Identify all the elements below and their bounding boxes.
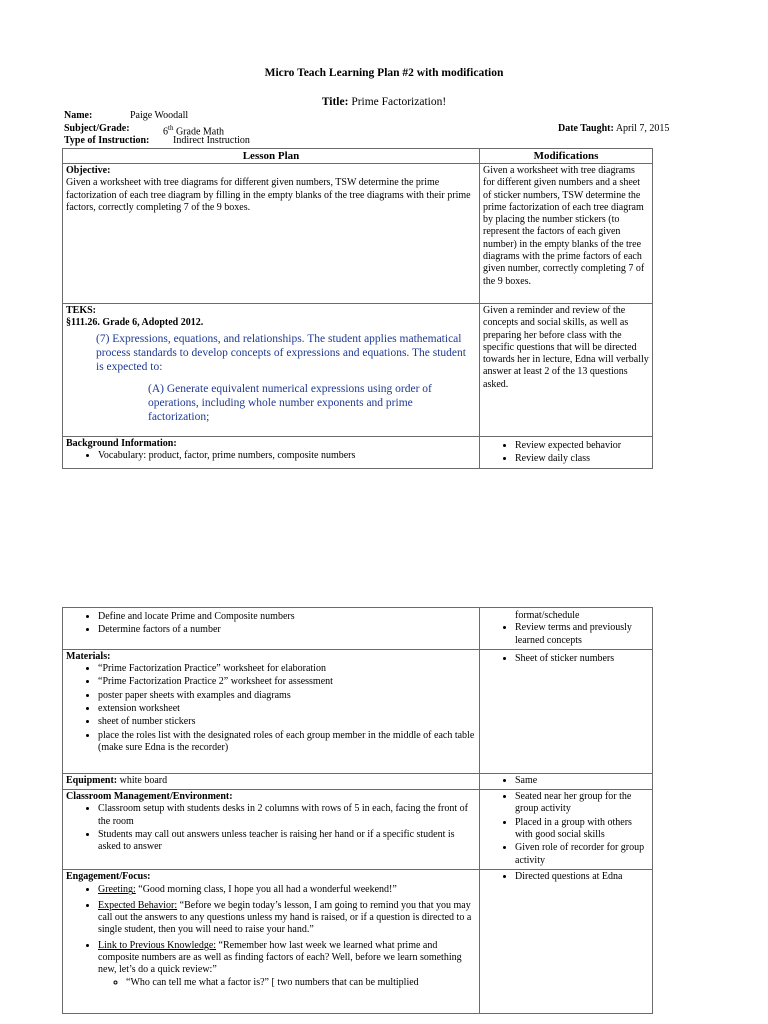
lesson-title <box>0 96 768 108</box>
title-value: Prime Factorization! <box>351 96 447 108</box>
background-cell <box>63 437 480 469</box>
background-list <box>66 450 476 462</box>
objective-row <box>63 164 653 304</box>
background-row <box>63 437 653 469</box>
materials-modification <box>480 649 653 773</box>
teks-cell <box>63 304 480 437</box>
list-item: • Define and locate Prime and Composite numbers <box>98 611 476 623</box>
list-item: • Directed questions at Edna <box>515 871 649 883</box>
date-value: April 7, 2015 <box>615 123 670 134</box>
equipment-value: white board <box>119 774 168 786</box>
classroom-cell <box>63 790 480 870</box>
list-item: • Review daily class <box>515 453 649 465</box>
lesson-plan-table-page-1 <box>62 148 653 469</box>
lesson-plan-table-page-2 <box>62 607 653 1014</box>
objective-modification: Given a worksheet with tree diagrams for different given numbers and a sheet of sticker numbers, TSW determine the prime factorization of each tree diagram by placing the number stickers (to represent the factors of each given number) in the empty blanks of the tree diagrams with the prime factors of each given number, correctly completing 7 of the 9 boxes. <box>480 164 653 304</box>
greeting-item: • Greeting: “Good morning class, I hope you all had a wonderful weekend!” <box>98 884 476 896</box>
teks-item-a: (A) Generate equivalent numerical expressions using order of operations, including whole number exponents and prime factorization; <box>148 382 432 423</box>
name-label: Name: <box>64 110 93 121</box>
list-item: • Review expected behavior <box>515 440 649 452</box>
teks-item-7: (7) Expressions, equations, and relationships. The student applies mathematical process standards to develop concepts of expressions and equations. The student is expected to: <box>96 332 466 373</box>
teks-label: TEKS: <box>66 305 97 316</box>
engagement-row <box>63 870 653 1014</box>
subject-label: Subject/Grade: <box>64 123 130 134</box>
engagement-cell <box>63 870 480 1014</box>
list-item: • Given role of recorder for group activity <box>515 842 649 867</box>
list-item: • extension worksheet <box>98 703 476 715</box>
name-row <box>64 109 92 122</box>
modifications-header: Modifications <box>480 149 653 164</box>
list-item: • “Prime Factorization Practice” worksheet for elaboration <box>98 663 476 675</box>
background-label: Background Information: <box>66 438 177 449</box>
list-item: • Review terms and previously learned concepts <box>515 622 649 647</box>
list-item: • Same <box>515 775 649 787</box>
background-modification <box>480 437 653 469</box>
background-continued-row <box>63 608 653 650</box>
name-value: Paige Woodall <box>130 110 189 121</box>
list-item: ◦ “Who can tell me what a factor is?” [ two numbers that can be multiplied <box>126 977 476 989</box>
background-continued-cell <box>63 608 480 650</box>
equipment-modification <box>480 773 653 789</box>
equipment-cell <box>63 773 480 789</box>
list-item: • Vocabulary: product, factor, prime numbers, composite numbers <box>98 450 476 462</box>
date-label: Date Taught: <box>558 123 614 134</box>
materials-label: Materials: <box>66 650 111 662</box>
engagement-modification <box>480 870 653 1014</box>
list-item: • sheet of number stickers <box>98 716 476 728</box>
list-item: • “Prime Factorization Practice 2” worksheet for assessment <box>98 676 476 688</box>
instruction-value: Indirect Instruction <box>173 135 250 146</box>
teks-modification: Given a reminder and review of the concepts and social skills, as well as preparing her before class with the specific questions that will be directed towards her in lecture, Edna will verbally answer at least 2 of the 13 questions asked. <box>480 304 653 437</box>
instruction-row <box>64 134 149 147</box>
classroom-label: Classroom Management/Environment: <box>66 791 233 803</box>
lesson-plan-header: Lesson Plan <box>63 149 480 164</box>
title-label: Title: <box>321 96 349 108</box>
equipment-row <box>63 773 653 789</box>
list-item: • Determine factors of a number <box>98 624 476 636</box>
document-title: Micro Teach Learning Plan #2 with modification <box>264 67 504 79</box>
previous-knowledge-item: • Link to Previous Knowledge: “Remember how last week we learned what prime and composite numbers are as well as finding factors of each? Well, before we learn something new, let’s do a quick review:” ◦ “Who can tell me what a factor is?” [ two numbers that can be multiplied <box>98 940 476 989</box>
list-item: • Placed in a group with others with good social skills <box>515 817 649 842</box>
objective-text: Given a worksheet with tree diagrams for different given numbers, TSW determine the prime factorization of each tree diagram by filling in the empty blanks of the tree diagrams with their prime factors, correctly completing 7 of the 9 boxes. <box>66 177 471 213</box>
objective-label: Objective: <box>66 165 111 176</box>
list-item: • poster paper sheets with examples and diagrams <box>98 690 476 702</box>
teks-section: §111.26. Grade 6, Adopted 2012. <box>66 317 204 329</box>
classroom-row <box>63 790 653 870</box>
instruction-label: Type of Instruction: <box>64 135 150 146</box>
list-item: • Classroom setup with students desks in 2 columns with rows of 5 in each, facing the front of the room <box>98 803 476 828</box>
materials-cell <box>63 649 480 773</box>
equipment-label: Equipment: <box>66 774 118 786</box>
list-item: • Students may call out answers unless teacher is raising her hand or if a specific student is asked to answer <box>98 829 476 854</box>
classroom-modification <box>480 790 653 870</box>
list-item: • place the roles list with the designated roles of each group member in the middle of each table (make sure Edna is the recorder) <box>98 730 476 755</box>
teks-row <box>63 304 653 437</box>
objective-cell <box>63 164 480 304</box>
expected-behavior-item: • Expected Behavior: “Before we begin today’s lesson, I am going to remind you that you may call out the answers to any questions unless my hand is raised, or if a question is directed to a single student, then you will need to raise your hand.” <box>98 900 476 937</box>
materials-list <box>66 663 476 754</box>
list-item: • Seated near her group for the group activity <box>515 791 649 816</box>
mod-continuation: format/schedule <box>515 610 580 621</box>
materials-row <box>63 649 653 773</box>
engagement-label: Engagement/Focus: <box>66 871 151 883</box>
list-item: • Sheet of sticker numbers <box>515 653 649 665</box>
subject-value: 6th Grade Math <box>163 124 224 138</box>
date-taught <box>558 122 669 135</box>
background-modification-continued <box>480 608 653 650</box>
